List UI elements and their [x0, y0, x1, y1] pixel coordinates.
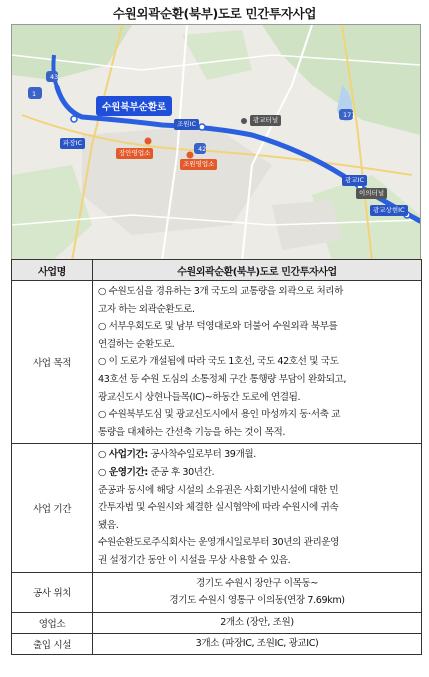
- operation-period-title: ○ 운영기간:: [98, 466, 148, 478]
- period-line: 간투자법 및 수원시와 체결한 실시협약에 따라 수원시에 귀속: [98, 502, 339, 514]
- jangan-toll-label: 장안영업소: [116, 148, 153, 159]
- gwanggyo-tunnel-label: 광교터널: [250, 115, 281, 126]
- location-row: [12, 572, 422, 612]
- pajang-ic-label: 파장IC: [60, 138, 85, 149]
- route-shield-171: 171: [343, 111, 356, 119]
- operation-period: [98, 464, 416, 482]
- ic-row: [12, 633, 422, 654]
- table-header-row: [12, 260, 422, 281]
- location-label: 공사 위치: [12, 572, 93, 612]
- purpose-content: [93, 281, 422, 444]
- construction-period-title: ○ 사업기간:: [98, 449, 148, 461]
- ic-value: 3개소 (파장IC, 조원IC, 광교IC): [93, 633, 422, 654]
- purpose-line: ○ 서부우회도로 및 남부 덕영대로와 더불어 수원외곽 북부를: [98, 321, 338, 333]
- route-name-label: 수원북부순환로: [96, 96, 172, 116]
- location-line: 경기도 수원시 영통구 이의동(연장 7.69km): [169, 595, 345, 607]
- construction-period: [98, 446, 416, 464]
- period-line: 권 설정기간 동안 이 시설을 무상 사용할 수 있음.: [98, 554, 291, 566]
- period-line: 됐음.: [98, 519, 119, 531]
- toll-label: 영업소: [12, 612, 93, 633]
- purpose-line: ○ 이 도로가 개설됨에 따라 국도 1호선, 국도 42호선 및 국도: [98, 356, 339, 368]
- project-info-table: [11, 259, 422, 655]
- toll-value: 2개소 (장안, 조원): [93, 612, 422, 633]
- period-line: 준공과 동시에 해당 시설의 소유권은 사회기반시설에 대한 민: [98, 484, 339, 496]
- period-label: 사업 기간: [12, 444, 93, 572]
- location-line: 경기도 수원시 장안구 이목동~: [196, 577, 318, 589]
- route-shield-1: 1: [32, 90, 37, 98]
- purpose-label: 사업 목적: [12, 281, 93, 444]
- gwanggyo-sanghyeon-ic-label: 광교상현IC: [370, 205, 408, 216]
- purpose-line: ○ 수원도심을 경유하는 3개 국도의 교통량을 외곽으로 처리하: [98, 286, 344, 297]
- location-content: [93, 572, 422, 612]
- route-map: [11, 24, 421, 262]
- page-title: 수원외곽순환(북부)도로 민간투자사업: [112, 6, 317, 21]
- purpose-row: [12, 281, 422, 444]
- header-col2: 수원외곽순환(북부)도로 민간투자사업: [93, 260, 422, 281]
- purpose-line: ○ 수원북부도심 및 광교신도시에서 용인 마성까지 동·서축 교: [98, 409, 340, 421]
- purpose-line: 43호선 등 수원 도심의 소통정체 구간 통행량 부담이 완화되고,: [98, 373, 347, 385]
- gwanggyo-ic-label: 광교IC: [342, 175, 367, 186]
- jowon-toll-label: 조원영업소: [180, 159, 217, 170]
- purpose-line: 연결하는 순환도로.: [98, 338, 175, 350]
- jowon-ic-label: 조원IC: [174, 119, 199, 130]
- toll-row: [12, 612, 422, 633]
- period-row: [12, 444, 422, 572]
- purpose-line: 고자 하는 외곽순환도로.: [98, 303, 195, 315]
- purpose-line: 통량을 대체하는 간선축 기능을 하는 것이 목적.: [98, 426, 286, 438]
- period-content: [93, 444, 422, 572]
- purpose-line: 광교신도시 상현나들목(IC)~하동간 도로에 연결됨.: [98, 391, 301, 403]
- header-col1: 사업명: [12, 260, 93, 281]
- imae-tunnel-label: 이의터널: [356, 188, 387, 199]
- construction-period-text: 공사착수일로부터 39개월.: [147, 449, 256, 461]
- operation-period-text: 준공 후 30년간.: [147, 466, 215, 478]
- ic-label: 출입 시설: [12, 633, 93, 654]
- route-shield-43: 43: [50, 73, 59, 81]
- period-line: 수원순환도로주식회사는 운영개시일로부터 30년의 관리운영: [98, 537, 340, 549]
- route-shield-42: 42: [198, 145, 207, 153]
